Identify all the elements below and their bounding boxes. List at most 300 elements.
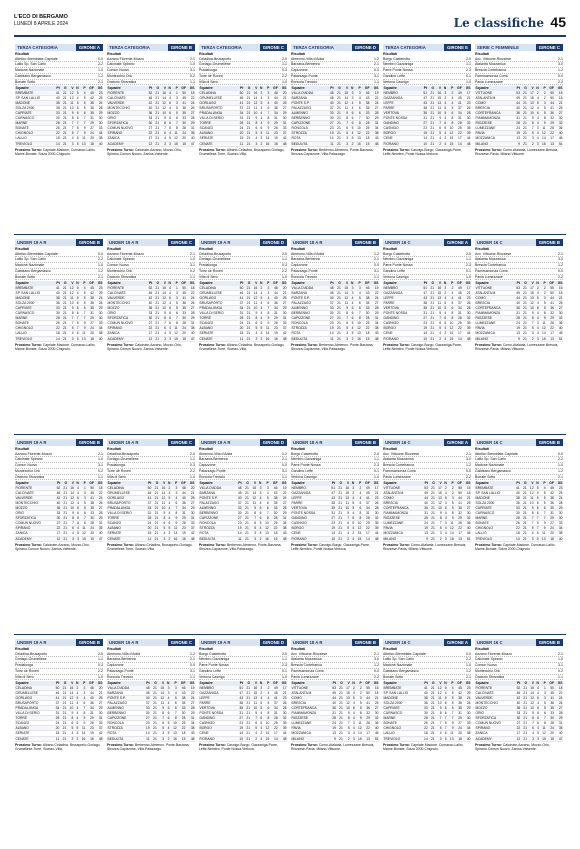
next-round-label: Prossimo Turno: (383, 742, 411, 747)
table-cell: 27 (454, 721, 462, 726)
table-row (475, 726, 563, 731)
table-cell: 40 (554, 131, 563, 136)
match-teams: Atalanta Mozzanica (475, 257, 506, 262)
table-cell: 29 (86, 716, 94, 721)
col-header: P (539, 681, 546, 685)
table-cell: 8 (343, 716, 350, 721)
table-cell: 41 (362, 495, 370, 500)
table-cell: 34 (454, 305, 462, 310)
table-cell: BEDULITA (291, 141, 327, 146)
table-cell: 4 (258, 300, 263, 305)
table-cell: 11 (143, 736, 150, 741)
table-cell: 21 (428, 116, 435, 121)
table-cell: LALLIO (383, 731, 421, 736)
table-cell: 14 (79, 731, 86, 736)
table-row (107, 100, 195, 105)
table-cell: 49 (514, 95, 521, 100)
col-header: GF (454, 681, 462, 685)
table-cell: 28 (278, 505, 287, 510)
table-cell: 6 (539, 505, 546, 510)
match-teams: Roncola Treviolo (107, 674, 134, 679)
table-cell: SP. SAN LALLIO (475, 490, 513, 495)
table-cell: PONTE NOSSA (291, 511, 328, 516)
table-cell: 9 (528, 711, 535, 716)
table-cell: LEFFE (199, 695, 236, 700)
table-cell: 44 (546, 100, 554, 105)
table-cell: 35 (546, 505, 554, 510)
col-header: GF (270, 86, 278, 90)
table-cell: 30 (177, 711, 186, 716)
table-cell: 33 (421, 705, 428, 710)
table-cell: PRADALUNGA (199, 305, 237, 310)
table-cell: CALCINATE (107, 290, 146, 295)
table-cell: 4 (442, 516, 447, 521)
table-row (291, 486, 379, 491)
table-cell: 13 (422, 531, 429, 536)
table-cell: 8 (528, 716, 535, 721)
table-cell: BERBENNO (107, 711, 143, 716)
table-row (15, 516, 103, 521)
next-round (383, 543, 471, 552)
table-cell: 3 (171, 486, 178, 491)
table-cell: 12 (341, 100, 348, 105)
table-cell: 11 (79, 726, 86, 731)
table-cell: 25 (177, 721, 186, 726)
category-label: UNDER 19 A R (15, 639, 76, 646)
match-score: 1-1 (189, 79, 195, 84)
table-cell: 31 (554, 721, 563, 726)
table-cell: 22 (454, 526, 462, 531)
table-cell: 24 (554, 695, 563, 700)
table-cell: PARRE (383, 300, 420, 305)
table-cell: 4 (165, 726, 170, 731)
table-cell: 5 (435, 131, 442, 136)
table-cell: 4 (442, 336, 447, 341)
table-cell: 6 (79, 511, 86, 516)
match-score: 1-0 (97, 457, 103, 462)
table-cell: CURNASCO (475, 511, 513, 516)
table-cell: 6 (74, 505, 79, 510)
table-cell: 48 (186, 536, 195, 541)
table-cell: 5 (435, 526, 442, 531)
table-cell: 21 (428, 500, 435, 505)
table-cell: 28 (186, 311, 195, 316)
table-cell: 12 (67, 695, 74, 700)
table-cell: 21 (520, 526, 527, 531)
table-cell: 22 (361, 326, 370, 331)
table-cell: 5 (435, 726, 442, 731)
box-header (383, 439, 471, 446)
table-cell: 28 (462, 110, 471, 115)
table-cell: 40 (514, 105, 521, 110)
table-cell: 28 (514, 316, 521, 321)
table-cell: 32 (278, 716, 287, 721)
table-cell: 9 (263, 126, 270, 131)
table-cell: 30 (53, 116, 60, 121)
table-cell: 5 (74, 100, 79, 105)
table-cell: 6 (447, 705, 454, 710)
table-cell: PALAZZAGO (291, 300, 327, 305)
table-cell: 45 (86, 91, 94, 96)
table-cell: 21 (520, 531, 527, 536)
next-round-label: Prossimo Turno: (15, 342, 43, 347)
table-cell: 34 (362, 505, 370, 510)
table-row (199, 286, 287, 291)
table-cell: 25 (361, 321, 370, 326)
table-cell: 19 (514, 326, 521, 331)
table-cell: 15 (343, 490, 350, 495)
standings-box (199, 639, 287, 829)
table-cell: 23 (94, 286, 103, 291)
table-cell: 51 (236, 686, 243, 691)
col-header: Pt (237, 281, 244, 285)
table-cell: 1 (171, 91, 178, 96)
match-teams: Gorlago-Grumellese (15, 657, 47, 662)
table-cell: FIORANO (383, 141, 420, 146)
table-cell: 21 (152, 516, 159, 521)
table-cell: 32 (362, 711, 370, 716)
table-cell: 14 (420, 331, 427, 336)
group-badge: GIRONE B (352, 239, 379, 246)
match-teams: Lallio Sp. San Carlo (15, 62, 46, 67)
category-label: TERZA CATEGORIA (291, 44, 352, 51)
table-cell: PRADALUNGA (199, 110, 237, 115)
table-cell: 10 (354, 321, 361, 326)
table-cell: 29 (546, 516, 554, 521)
result-row (383, 475, 471, 481)
table-cell: 19 (143, 726, 150, 731)
table-cell: MADONE (475, 495, 513, 500)
match-score: 1-1 (373, 79, 379, 84)
match-teams: Azzano Fiorente-Mozzo (475, 651, 512, 656)
table-cell: 37 (94, 726, 103, 731)
table-cell: 36 (554, 126, 563, 131)
table-row (291, 736, 379, 741)
table-cell: 25 (554, 300, 563, 305)
table-cell: 3 (341, 136, 348, 141)
standings-box (383, 44, 471, 229)
col-header: V (251, 681, 258, 685)
match-teams: Gorlago-Grumellese (199, 62, 231, 67)
table-cell: 6 (263, 105, 270, 110)
match-score: 2-0 (465, 56, 471, 61)
table-cell: 6 (442, 731, 447, 736)
table-cell: 5 (349, 136, 354, 141)
table-row (15, 100, 103, 105)
table-cell: 31 (86, 311, 94, 316)
table-cell: 30 (269, 511, 278, 516)
match-teams: Atalanta Mozzanica (383, 457, 414, 462)
table-cell: PALAZZAGO (291, 105, 327, 110)
table-cell: 21 (60, 126, 67, 131)
table-cell: PALAZZAGO (107, 700, 143, 705)
table-cell: 13 (454, 536, 462, 541)
table-cell: 41 (237, 100, 244, 105)
table-cell: 28 (186, 705, 195, 710)
table-cell: 21 (428, 716, 435, 721)
match-teams: Acc. Vittuone-Riozzese (475, 251, 512, 256)
table-cell: 31 (94, 521, 103, 526)
table-cell: 3 (539, 690, 546, 695)
match-teams: Oratorio Sforzatica (15, 474, 45, 479)
table-cell: 8 (435, 516, 442, 521)
table-cell: 21 (520, 326, 527, 331)
table-cell: 17 (454, 136, 462, 141)
table-cell: 45 (546, 486, 554, 491)
group-badge: GIRONE C (168, 239, 195, 246)
table-cell: 7 (157, 716, 164, 721)
category-label: UNDER 16 C (475, 639, 536, 646)
table-cell: 28 (53, 316, 60, 321)
table-cell: 21 (520, 300, 527, 305)
table-cell: 46 (370, 731, 379, 736)
results-label: Risultati (107, 247, 122, 251)
category-label: UNDER 18 A R (291, 439, 352, 446)
table-cell: 21 (520, 131, 527, 136)
table-cell: 36 (53, 105, 60, 110)
table-cell: 3 (534, 141, 539, 146)
table-cell: 31 (186, 716, 195, 721)
results-label: Risultati (383, 447, 398, 451)
table-cell: 5 (355, 705, 362, 710)
table-cell: LEFFE (383, 100, 420, 105)
table-cell: 12 (447, 131, 454, 136)
table-cell: 15 (447, 136, 454, 141)
match-teams: Pavia Lumezzane (383, 474, 411, 479)
table-cell: PAVIA (291, 726, 330, 731)
table-cell: 4 (534, 300, 539, 305)
table-cell: MOZZANICA (475, 136, 514, 141)
table-cell: RIOZZESE (475, 316, 514, 321)
table-cell: 3 (165, 686, 170, 691)
table-cell: 5 (539, 300, 546, 305)
table-cell: 49 (454, 91, 462, 96)
table-cell: BORGO (291, 526, 328, 531)
table-cell: 21 (242, 511, 249, 516)
table-cell: 43 (328, 495, 335, 500)
table-cell: 4 (67, 731, 74, 736)
next-round-label: Prossimo Turno: (199, 742, 227, 747)
table-cell: 38 (370, 326, 379, 331)
table-cell: 10 (435, 700, 442, 705)
table-cell: 5 (171, 105, 178, 110)
table-cell: 16 (435, 91, 442, 96)
results-label: Risultati (199, 247, 214, 251)
table-cell: VITTUONE (383, 486, 422, 491)
table-cell: 6 (160, 131, 167, 136)
table-cell: BERBENNO (199, 511, 235, 516)
table-cell: VILLA D'ADDA (199, 486, 235, 491)
standings-box (383, 239, 471, 429)
table-cell: 4 (350, 526, 355, 531)
table-cell: 33 (53, 305, 60, 310)
table-cell: 21 (336, 695, 343, 700)
standings-box (475, 239, 563, 429)
table-cell: 11 (327, 141, 334, 146)
table-cell: 17 (370, 486, 379, 491)
table-cell: 38 (94, 136, 103, 141)
table-cell: 11 (343, 500, 350, 505)
table-cell: 32 (546, 116, 554, 121)
table-cell: 6 (349, 116, 354, 121)
table-cell: 21 (428, 516, 435, 521)
table-cell: 6 (79, 700, 86, 705)
table-cell: 10 (354, 126, 361, 131)
box-header (291, 239, 379, 246)
table-cell: 5 (166, 495, 171, 500)
table-cell: SOLZA 2000 (15, 300, 53, 305)
match-teams: Pradalunga (199, 263, 217, 268)
table-row (15, 536, 103, 541)
table-cell: SCANZO (199, 321, 237, 326)
table-row (383, 290, 471, 295)
match-score: 0-0 (465, 651, 471, 656)
table-cell: 21 (428, 526, 435, 531)
table-cell: 46 (361, 91, 370, 96)
table-cell: 13 (354, 331, 361, 336)
table-cell: 32 (462, 316, 471, 321)
table-cell: PARRE (199, 700, 236, 705)
table-cell: 10 (328, 536, 335, 541)
table-cell: 17 (462, 91, 471, 96)
group-badge: GIRONE B (76, 439, 103, 446)
table-cell: 46 (177, 686, 186, 691)
match-teams: Nembro Gazzaniga (291, 457, 322, 462)
table-cell: 12 (146, 336, 153, 341)
section-title: Le classifiche (453, 16, 544, 30)
table-cell: MONTECCHIO (475, 700, 514, 705)
table-cell: 29 (270, 121, 278, 126)
table-cell: 17 (270, 731, 278, 736)
table-cell: BEDULITA (199, 536, 235, 541)
table-cell: VILLA DI SERIO (199, 116, 237, 121)
table-cell: 30 (86, 516, 94, 521)
table-cell: FIORENTE (15, 486, 54, 491)
table-cell: 22 (454, 326, 462, 331)
table-cell: 7 (79, 316, 86, 321)
table-row (383, 736, 471, 741)
table-cell: 29 (554, 716, 563, 721)
table-cell: LUMEZZANE (383, 521, 422, 526)
table-cell: 12 (539, 731, 546, 736)
table-cell: 25 (454, 126, 462, 131)
table-cell: 21 (60, 705, 67, 710)
table-cell: 4 (442, 326, 447, 331)
results-label: Risultati (199, 647, 214, 651)
table-cell: 31 (278, 516, 287, 521)
col-header: Squadre (199, 281, 237, 285)
col-header: P (79, 681, 86, 685)
match-teams: Parre Ponte Nossa (291, 463, 321, 468)
standings-table (383, 681, 471, 741)
table-cell: STROZZA (291, 131, 327, 136)
table-cell: 21 (336, 726, 343, 731)
table-cell: 4 (527, 531, 534, 536)
table-cell: 21 (428, 495, 435, 500)
match-score: 2-3 (465, 68, 471, 73)
table-cell: 16 (447, 536, 454, 541)
table-cell: 21 (334, 290, 341, 295)
table-row (15, 105, 103, 110)
match-score: 1-0 (281, 79, 287, 84)
table-cell: 7 (74, 131, 79, 136)
match-teams: Nembro Gazzaniga (383, 62, 414, 67)
table-cell: 47 (420, 290, 427, 295)
table-cell: 42 (278, 136, 287, 141)
table-cell: 13 (435, 295, 442, 300)
table-cell: 12 (354, 131, 361, 136)
table-cell: 4 (67, 136, 74, 141)
table-cell: 35 (328, 505, 335, 510)
table-cell: 9 (67, 305, 74, 310)
table-cell: 21 (520, 290, 527, 295)
table-cell: CAPRIATE (383, 705, 421, 710)
table-cell: 4 (258, 121, 263, 126)
table-cell: 21 (242, 486, 249, 491)
table-cell: 15 (171, 141, 178, 146)
table-row (475, 511, 563, 516)
table-cell: 23 (86, 726, 94, 731)
next-round-label: Prossimo Turno: (383, 542, 411, 547)
table-cell: 21 (462, 495, 471, 500)
table-cell: 21 (520, 141, 527, 146)
table-cell: 33 (278, 321, 287, 326)
table-cell: BRESCIA (475, 105, 514, 110)
table-cell: 21 (60, 690, 67, 695)
match-score: 2-2 (189, 468, 195, 473)
table-cell: 16 (178, 536, 186, 541)
table-cell: 26 (86, 721, 94, 726)
table-cell: 53 (422, 486, 429, 491)
table-cell: 31 (330, 711, 337, 716)
table-cell: NEMBRO (383, 91, 420, 96)
results-label: Risultati (107, 52, 122, 56)
col-header: N (166, 86, 171, 90)
table-cell: 21 (244, 136, 251, 141)
table-cell: 7 (539, 516, 546, 521)
table-cell: ORIO (475, 711, 514, 716)
table-cell: PALAZZAGO (199, 500, 235, 505)
table-row (291, 511, 379, 516)
table-cell: 14 (53, 336, 60, 341)
table-cell: 6 (263, 705, 270, 710)
table-cell: 27 (54, 521, 61, 526)
group-badge: GIRONE B (76, 639, 103, 646)
table-cell: 2 (527, 141, 534, 146)
table-cell: 20 (278, 286, 287, 291)
table-cell: 10 (420, 141, 427, 146)
table-cell: SFORZATICA (107, 316, 146, 321)
table-cell: 13 (362, 736, 370, 741)
table-cell: SCANZO (15, 721, 53, 726)
table-cell: 40 (514, 300, 521, 305)
table-cell: 4 (528, 731, 535, 736)
table-cell: 48 (186, 736, 195, 741)
table-cell: 22 (186, 690, 195, 695)
table-cell: 5 (539, 105, 546, 110)
col-header: GS (278, 681, 287, 685)
table-cell: 4 (258, 305, 263, 310)
table-row (199, 705, 287, 710)
table-row (475, 321, 563, 326)
table-cell: 46 (361, 286, 370, 291)
table-cell: 3 (442, 286, 447, 291)
table-cell: 6 (251, 721, 258, 726)
table-cell: 9 (514, 336, 521, 341)
table-cell: GAZZANIGA (383, 290, 420, 295)
table-cell: 23 (370, 495, 379, 500)
table-row (383, 500, 471, 505)
